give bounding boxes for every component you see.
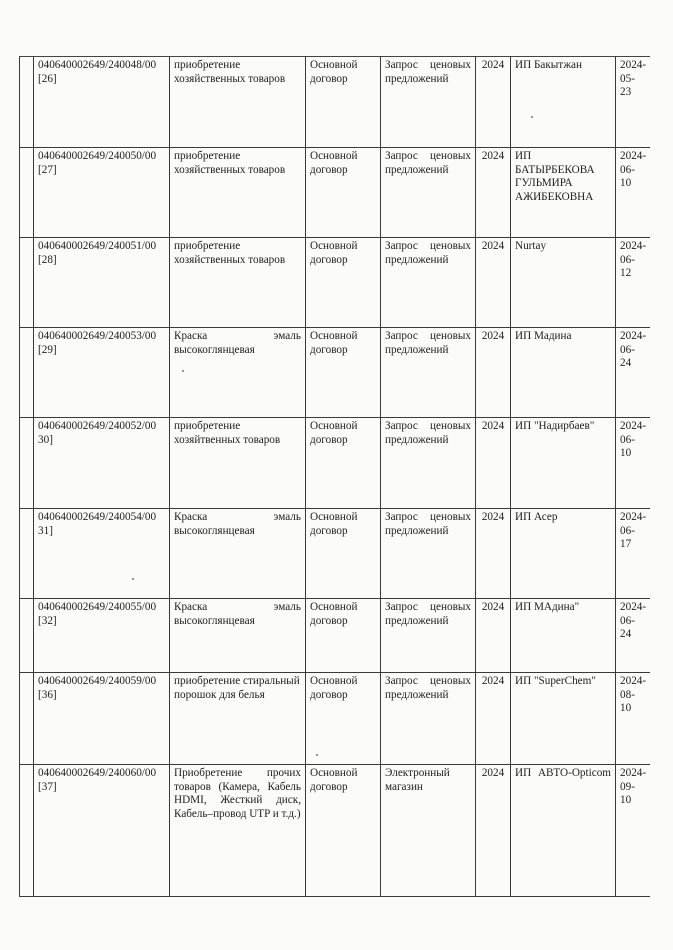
date-cell: 2024-06-10 bbox=[616, 418, 650, 509]
row-margin-cell bbox=[20, 238, 34, 328]
year-cell: 2024 bbox=[476, 418, 511, 509]
table-row bbox=[20, 238, 650, 328]
procurement-method-cell: Запрос ценовых предложений bbox=[381, 509, 476, 599]
date-cell: 2024-06-17 bbox=[616, 509, 650, 599]
table-row bbox=[20, 148, 650, 238]
scan-speck bbox=[132, 578, 134, 580]
year-cell: 2024 bbox=[476, 238, 511, 328]
supplier-cell: Nurtay bbox=[511, 238, 616, 328]
scan-speck bbox=[531, 116, 533, 118]
supplier-cell: ИП АВТО-Opticom bbox=[511, 765, 616, 897]
supplier-cell: ИП МАдина" bbox=[511, 599, 616, 673]
subject-cell: приобретение хозяйственных товаров bbox=[170, 238, 306, 328]
table-row bbox=[20, 673, 650, 765]
subject-cell: приобретение хозяйтвенных товаров bbox=[170, 418, 306, 509]
contract-number-cell: 040640002649/240053/00 [29] bbox=[34, 328, 170, 418]
table-row bbox=[20, 599, 650, 673]
row-margin-cell bbox=[20, 418, 34, 509]
supplier-cell: ИП БАТЫРБЕКОВА ГУЛЬМИРА АЖИБЕКОВНА bbox=[511, 148, 616, 238]
scan-speck bbox=[182, 370, 184, 372]
contract-type-cell: Основной договор bbox=[306, 418, 381, 509]
row-margin-cell bbox=[20, 599, 34, 673]
procurement-method-cell: Запрос ценовых предложений bbox=[381, 57, 476, 148]
procurement-method-cell: Электронный магазин bbox=[381, 765, 476, 897]
supplier-cell: ИП "SuperChem" bbox=[511, 673, 616, 765]
contract-number-cell: 040640002649/240055/00 [32] bbox=[34, 599, 170, 673]
subject-cell: приобретение стиральный порошок для белья bbox=[170, 673, 306, 765]
row-margin-cell bbox=[20, 148, 34, 238]
table-row bbox=[20, 509, 650, 599]
table-row bbox=[20, 765, 650, 897]
year-cell: 2024 bbox=[476, 57, 511, 148]
contract-type-cell: Основной договор bbox=[306, 765, 381, 897]
contract-number-cell: 040640002649/240060/00 [37] bbox=[34, 765, 170, 897]
contract-number-cell: 040640002649/240059/00 [36] bbox=[34, 673, 170, 765]
row-margin-cell bbox=[20, 509, 34, 599]
procurement-table bbox=[19, 56, 650, 897]
contract-number-cell: 040640002649/240048/00 [26] bbox=[34, 57, 170, 148]
procurement-method-cell: Запрос ценовых предложений bbox=[381, 238, 476, 328]
row-margin-cell bbox=[20, 57, 34, 148]
date-cell: 2024-08-10 bbox=[616, 673, 650, 765]
procurement-method-cell: Запрос ценовых предложений bbox=[381, 328, 476, 418]
supplier-cell: ИП Бакытжан bbox=[511, 57, 616, 148]
table-row bbox=[20, 328, 650, 418]
contract-type-cell: Основной договор bbox=[306, 509, 381, 599]
subject-cell: Краска эмаль высокоглянцевая bbox=[170, 328, 306, 418]
supplier-cell: ИП "Надирбаев" bbox=[511, 418, 616, 509]
procurement-method-cell: Запрос ценовых предложений bbox=[381, 418, 476, 509]
contract-type-cell: Основной договор bbox=[306, 328, 381, 418]
date-cell: 2024-06-24 bbox=[616, 328, 650, 418]
contract-type-cell: Основной договор bbox=[306, 238, 381, 328]
date-cell: 2024-06-24 bbox=[616, 599, 650, 673]
contract-type-cell: Основной договор bbox=[306, 57, 381, 148]
contract-number-cell: 040640002649/240054/00 31] bbox=[34, 509, 170, 599]
date-cell: 2024-06-12 bbox=[616, 238, 650, 328]
supplier-cell: ИП Мадина bbox=[511, 328, 616, 418]
subject-cell: Приобретение прочих товаров (Камера, Кабель HDMI, Жесткий диск, Кабель–провод UTP и т.д.) bbox=[170, 765, 306, 897]
procurement-method-cell: Запрос ценовых предложений bbox=[381, 599, 476, 673]
date-cell: 2024-09-10 bbox=[616, 765, 650, 897]
contract-type-cell: Основной договор bbox=[306, 599, 381, 673]
contract-type-cell: Основной договор bbox=[306, 148, 381, 238]
contract-number-cell: 040640002649/240050/00 [27] bbox=[34, 148, 170, 238]
year-cell: 2024 bbox=[476, 673, 511, 765]
row-margin-cell bbox=[20, 765, 34, 897]
year-cell: 2024 bbox=[476, 765, 511, 897]
date-cell: 2024-05-23 bbox=[616, 57, 650, 148]
row-margin-cell bbox=[20, 328, 34, 418]
subject-cell: приобретение хозяйственных товаров bbox=[170, 148, 306, 238]
procurement-method-cell: Запрос ценовых предложений bbox=[381, 673, 476, 765]
subject-cell: приобретение хозяйственных товаров bbox=[170, 57, 306, 148]
table-row bbox=[20, 57, 650, 148]
contract-number-cell: 040640002649/240052/00 30] bbox=[34, 418, 170, 509]
year-cell: 2024 bbox=[476, 599, 511, 673]
year-cell: 2024 bbox=[476, 328, 511, 418]
table-row bbox=[20, 418, 650, 509]
procurement-method-cell: Запрос ценовых предложений bbox=[381, 148, 476, 238]
contract-number-cell: 040640002649/240051/00 [28] bbox=[34, 238, 170, 328]
row-margin-cell bbox=[20, 673, 34, 765]
subject-cell: Краска эмаль высокоглянцевая bbox=[170, 509, 306, 599]
supplier-cell: ИП Асер bbox=[511, 509, 616, 599]
year-cell: 2024 bbox=[476, 509, 511, 599]
date-cell: 2024-06-10 bbox=[616, 148, 650, 238]
subject-cell: Краска эмаль высокоглянцевая bbox=[170, 599, 306, 673]
year-cell: 2024 bbox=[476, 148, 511, 238]
contract-type-cell: Основной договор bbox=[306, 673, 381, 765]
scan-speck bbox=[316, 754, 318, 756]
